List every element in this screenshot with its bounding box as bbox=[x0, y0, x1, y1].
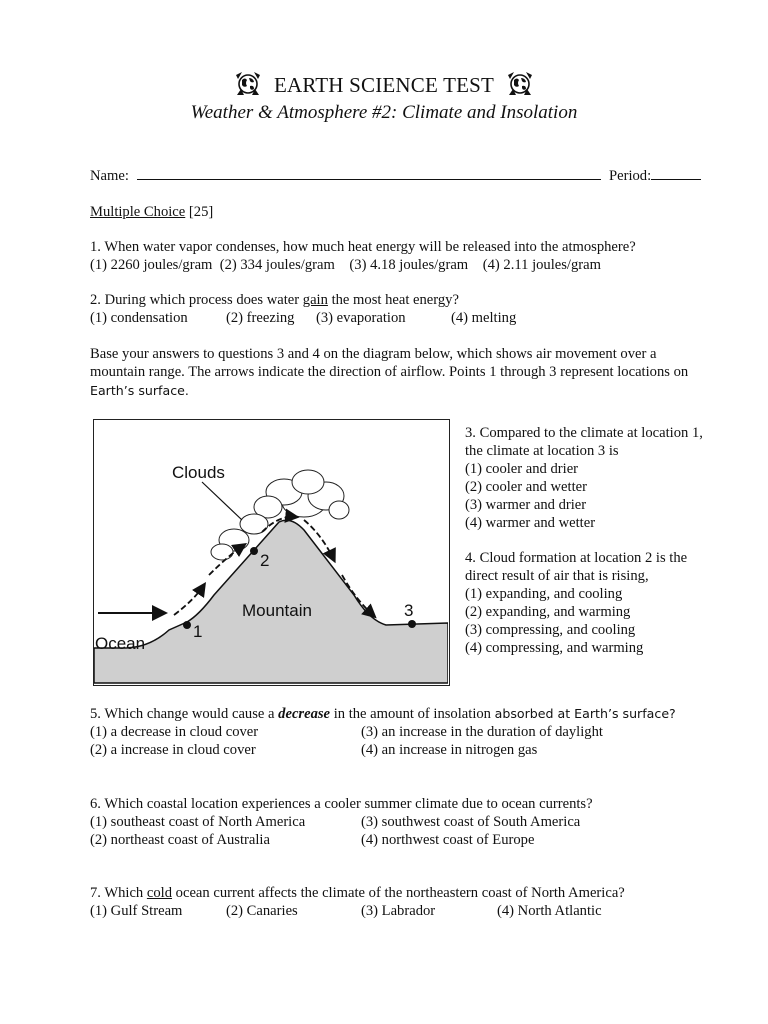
choice[interactable]: (4) 2.11 joules/gram bbox=[482, 257, 601, 273]
question-1-choices bbox=[90, 256, 601, 274]
choice[interactable]: (2) cooler and wetter bbox=[465, 479, 587, 495]
location-point-3 bbox=[408, 620, 416, 628]
name-field[interactable] bbox=[137, 166, 601, 180]
question-2 bbox=[90, 291, 459, 309]
choice[interactable]: (3) compressing, and cooling bbox=[465, 622, 636, 638]
question-3: 3. Compared to the climate at location 1, bbox=[465, 425, 703, 441]
choice[interactable]: (3) evaporation bbox=[316, 310, 406, 326]
question-7-emphasis: cold bbox=[146, 885, 173, 901]
question-7-text-end: ocean current affects the climate of the northeastern coast of North America? bbox=[172, 885, 625, 901]
question-5-text-mid: in the amount of insolation bbox=[330, 706, 495, 722]
location-point-1 bbox=[183, 621, 191, 629]
question-3-cont: the climate at location 3 is bbox=[465, 443, 619, 459]
choice[interactable]: (4) warmer and wetter bbox=[465, 515, 596, 531]
question-4-cont: direct result of air that is rising, bbox=[465, 568, 649, 584]
choice[interactable]: (4) melting bbox=[451, 310, 517, 326]
choice[interactable]: (3) Labrador bbox=[361, 903, 436, 919]
question-6: 6. Which coastal location experiences a cooler summer climate due to ocean currents? bbox=[90, 796, 593, 812]
location-point-2 bbox=[250, 547, 258, 555]
choice[interactable]: (1) southeast coast of North America bbox=[90, 814, 306, 830]
question-7 bbox=[90, 884, 625, 902]
page-title bbox=[0, 68, 768, 106]
question-7-text: 7. Which bbox=[90, 885, 147, 901]
choice[interactable]: (4) compressing, and warming bbox=[465, 640, 644, 656]
choice[interactable]: (3) an increase in the duration of daylight bbox=[361, 724, 603, 740]
section-label: Multiple Choice bbox=[90, 204, 186, 220]
choice[interactable]: (1) cooler and drier bbox=[465, 461, 579, 477]
ocean-label: Ocean bbox=[95, 634, 146, 653]
choice[interactable]: (1) condensation bbox=[90, 310, 188, 326]
choice[interactable]: (2) Canaries bbox=[226, 903, 298, 919]
title-text: EARTH SCIENCE TEST bbox=[273, 72, 495, 97]
choice[interactable]: (1) a decrease in cloud cover bbox=[90, 724, 259, 740]
intro-line: Earth’s surface. bbox=[90, 383, 189, 398]
choice[interactable]: (2) 334 joules/gram bbox=[219, 257, 335, 273]
section-points: [25] bbox=[188, 204, 214, 220]
section-heading bbox=[90, 203, 213, 221]
point-2-label: 2 bbox=[260, 551, 270, 570]
choice[interactable]: (1) expanding, and cooling bbox=[465, 586, 623, 602]
choice[interactable]: (3) 4.18 joules/gram bbox=[349, 257, 469, 273]
choice[interactable]: (4) North Atlantic bbox=[497, 903, 602, 919]
question-2-emphasis: gain bbox=[302, 292, 328, 308]
choice[interactable]: (1) 2260 joules/gram bbox=[90, 257, 213, 273]
choice[interactable]: (2) freezing bbox=[226, 310, 295, 326]
name-row bbox=[90, 166, 601, 185]
globe-icon bbox=[232, 68, 264, 106]
question-4: 4. Cloud formation at location 2 is the bbox=[465, 550, 688, 566]
question-1: 1. When water vapor condenses, how much heat energy will be released into the atmosphere? bbox=[90, 239, 636, 255]
choice[interactable]: (3) warmer and drier bbox=[465, 497, 587, 513]
choice[interactable]: (4) an increase in nitrogen gas bbox=[361, 742, 538, 758]
choice[interactable]: (4) northwest coast of Europe bbox=[361, 832, 535, 848]
clouds-leader-line bbox=[202, 482, 242, 520]
question-5 bbox=[90, 705, 676, 723]
choice[interactable]: (2) a increase in cloud cover bbox=[90, 742, 256, 758]
period-field[interactable] bbox=[651, 166, 701, 180]
rising-air-arrow bbox=[174, 585, 204, 615]
question-2-text: 2. During which process does water bbox=[90, 292, 303, 308]
point-3-label: 3 bbox=[404, 601, 414, 620]
question-5-text: 5. Which change would cause a bbox=[90, 706, 279, 722]
choice[interactable]: (2) expanding, and warming bbox=[465, 604, 631, 620]
question-2-text-end: the most heat energy? bbox=[327, 292, 459, 308]
globe-icon bbox=[504, 68, 536, 106]
period-row bbox=[609, 166, 701, 185]
clouds-label: Clouds bbox=[172, 463, 225, 482]
point-1-label: 1 bbox=[193, 622, 203, 641]
intro-line: mountain range. The arrows indicate the direction of airflow. Points 1 through 3 represent locations on bbox=[90, 364, 689, 380]
intro-line: Base your answers to questions 3 and 4 on the diagram below, which shows air movement over a bbox=[90, 346, 657, 362]
page-subtitle: Weather & Atmosphere #2: Climate and Insolation bbox=[190, 102, 578, 123]
name-label: Name: bbox=[90, 168, 129, 184]
mountain-airflow-diagram bbox=[93, 419, 450, 686]
question-5-emphasis: decrease bbox=[278, 706, 331, 722]
question-5-text-end: absorbed at Earth’s surface? bbox=[494, 706, 676, 721]
mountain-label: Mountain bbox=[242, 601, 312, 620]
choice[interactable]: (2) northeast coast of Australia bbox=[90, 832, 270, 848]
period-label: Period: bbox=[609, 168, 652, 184]
choice[interactable]: (1) Gulf Stream bbox=[90, 903, 183, 919]
choice[interactable]: (3) southwest coast of South America bbox=[361, 814, 581, 830]
